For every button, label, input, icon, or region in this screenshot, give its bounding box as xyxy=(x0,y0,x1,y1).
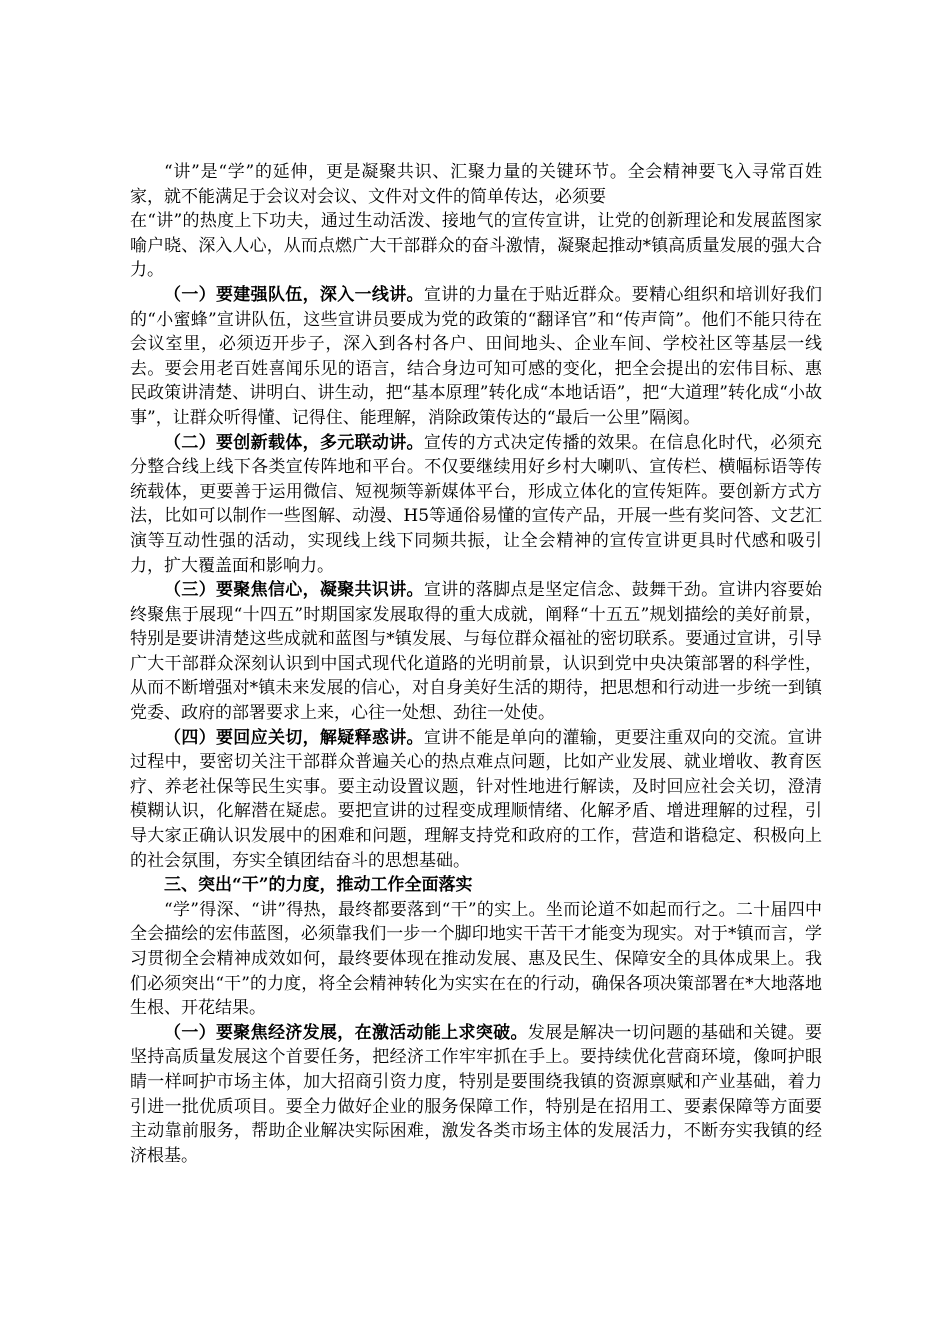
document-page xyxy=(130,160,822,1168)
speak-item-1-body: 宣讲的力量在于贴近群众。要精心组织和培训好我们的“小蜜蜂”宣讲队伍，这些宣讲员要成为党的政策的“翻译官”和“传声筒”。他们不能只待在会议室里，必须迈开步子，深入到各村各户、田间地头、企业车间、学校社区等基层一线去。要会用老百姓喜闻乐见的语言，结合身边可知可感的变化，把全会提出的宏伟目标、惠民政策讲清楚、讲明白、讲生动，把“基本原理”转化成“本地话语”，把“大道理”转化成“小故事”，让群众听得懂、记得住、能理解，消除政策传达的“最后一公里”隔阂。 xyxy=(130,284,823,428)
speak-item-4-body: 宣讲不能是单向的灌输，更要注重双向的交流。宣讲过程中，要密切关注干部群众普遍关心的热点难点问题，比如产业发展、就业增收、教育医疗、养老社保等民生实事。要主动设置议题，针对性地进行解读，及时回应社会关切，澄清模糊认识，化解潜在疑虑。要把宣讲的过程变成理顺情绪、化解矛盾、增进理解的过程，引导大家正确认识发展中的困难和问题，理解支持党和政府的工作，营造和谐稳定、积极向上的社会氛围，夯实全镇团结奋斗的思想基础。 xyxy=(130,727,823,871)
speak-item-3-lead: （三）要聚焦信心，凝聚共识讲。 xyxy=(164,580,424,601)
do-item-1-body: 发展是解决一切问题的基础和关键。要坚持高质量发展这个首要任务，把经济工作牢牢抓在手上。要持续优化营商环境，像呵护眼睛一样呵护市场主体，加大招商引资力度，特别是要围绕我镇的资源禀赋和产业基础，着力引进一批优质项目。要全力做好企业的服务保障工作，特别是在招用工、要素保障等方面要主动靠前服务，帮助企业解决实际困难，激发各类市场主体的发展活力，不断夯实我镇的经济根基。 xyxy=(130,1022,823,1166)
speak-item-1 xyxy=(130,283,822,431)
speak-item-2-lead: （二）要创新载体，多元联动讲。 xyxy=(164,432,424,453)
intro-paragraph-line-2: 在“讲”的热度上下功夫，通过生动活泼、接地气的宣传宣讲，让党的创新理论和发展蓝图家喻户晓、深入人心，从而点燃广大干部群众的奋斗激情，凝聚起推动*镇高质量发展的强大合力。 xyxy=(130,211,822,281)
do-item-1 xyxy=(130,1021,822,1169)
section-intro-paragraph: “学”得深、“讲”得热，最终都要落到“干”的实上。坐而论道不如起而行之。二十届四中全会描绘的宏伟蓝图，必须靠我们一步一个脚印地实干苦干才能变为现实。对于*镇而言，学习贯彻全会精神成效如何，最终要体现在推动发展、惠及民生、保障安全的具体成果上。我们必须突出“干”的力度，将全会精神转化为实实在在的行动，确保各项决策部署在*大地落地生根、开花结果。 xyxy=(130,899,822,1019)
speak-item-3 xyxy=(130,578,822,726)
section-heading: 三、突出“干”的力度，推动工作全面落实 xyxy=(164,875,473,896)
speak-item-4-lead: （四）要回应关切，解疑释惑讲。 xyxy=(164,727,424,748)
speak-item-2-body: 宣传的方式决定传播的效果。在信息化时代，必须充分整合线上线下各类宣传阵地和平台。不仅要继续用好乡村大喇叭、宣传栏、横幅标语等传统载体，更要善于运用微信、短视频等新媒体平台，形成立体化的宣传矩阵。要创新方式方法，比如可以制作一些图解、动漫、H5等通俗易懂的宣传产品，开展一些有奖问答、文艺汇演等互动性强的活动，实现线上线下同频共振，让全会精神的宣传宣讲更具时代感和吸引力，扩大覆盖面和影响力。 xyxy=(130,432,823,576)
speak-item-3-body: 宣讲的落脚点是坚定信念、鼓舞干劲。宣讲内容要始终聚焦于展现“十四五”时期国家发展取得的重大成就，阐释“十五五”规划描绘的美好前景，特别是要讲清楚这些成就和蓝图与*镇发展、与每位群众福祉的密切联系。要通过宣讲，引导广大干部群众深刻认识到中国式现代化道路的光明前景，认识到党中央决策部署的科学性，从而不断增强对*镇未来发展的信心，对自身美好生活的期待，把思想和行动进一步统一到镇党委、政府的部署要求上来，心往一处想、劲往一处使。 xyxy=(130,580,823,724)
speak-item-2 xyxy=(130,431,822,579)
speak-item-4 xyxy=(130,726,822,874)
do-item-1-lead: （一）要聚焦经济发展，在激活动能上求突破。 xyxy=(164,1022,528,1043)
speak-item-1-lead: （一）要建强队伍，深入一线讲。 xyxy=(164,284,424,305)
intro-paragraph-line-1: “讲”是“学”的延伸，更是凝聚共识、汇聚力量的关键环节。全会精神要飞入寻常百姓家，就不能满足于会议对会议、文件对文件的简单传达，必须要 xyxy=(130,162,822,207)
